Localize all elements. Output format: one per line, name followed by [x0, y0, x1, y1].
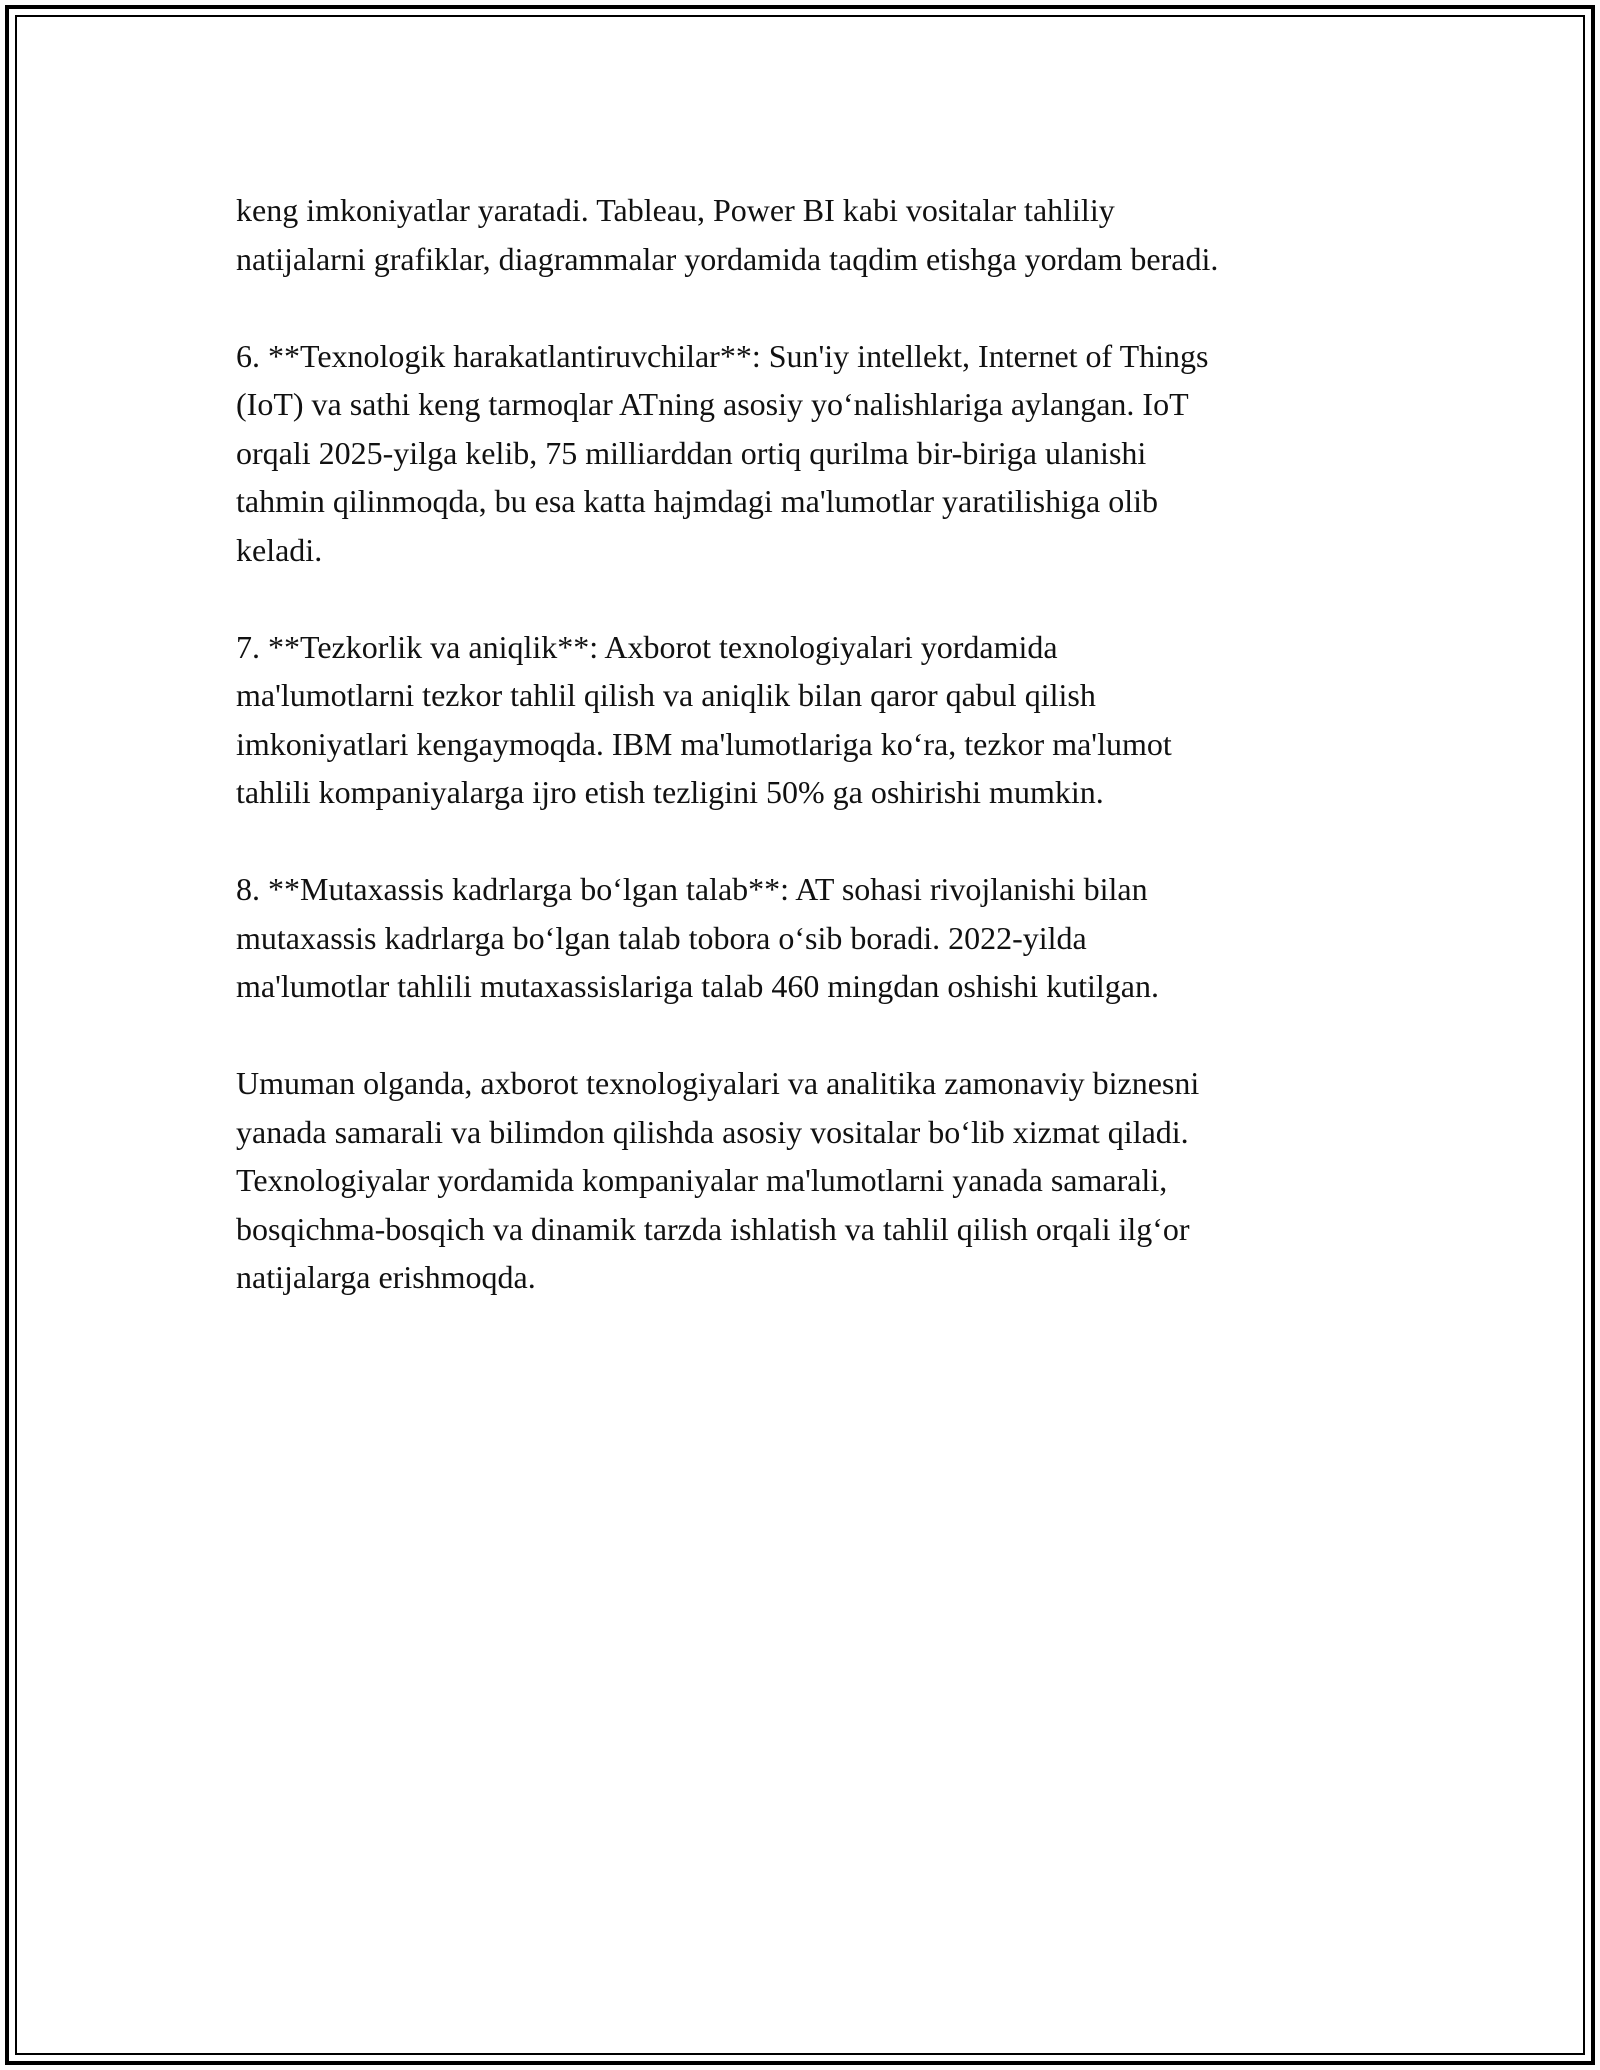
text-line: ma'lumotlarni tezkor tahlil qilish va aniqlik bilan qaror qabul qilish: [236, 677, 1096, 713]
text-line: natijalarni grafiklar, diagrammalar yordamida taqdim etishga yordam beradi.: [236, 240, 1219, 277]
text-line: yanada samarali va bilimdon qilishda asosiy vositalar bo‘lib xizmat qiladi.: [236, 1113, 1189, 1150]
text-line: bosqichma-bosqich va dinamik tarzda ishlatish va tahlil qilish orqali ilg‘or: [236, 1210, 1190, 1247]
text-line: keng imkoniyatlar yaratadi. Tableau, Power BI kabi vositalar tahliliy: [236, 192, 1115, 228]
text-line: ma'lumotlar tahlili mutaxassislariga talab 460 mingdan oshishi kutilgan.: [236, 968, 1159, 1004]
text-line: orqali 2025-yilga kelib, 75 milliarddan ortiq qurilma bir-biriga ulanishi: [236, 434, 1147, 471]
text-line: Texnologiyalar yordamida kompaniyalar ma'lumotlarni yanada samarali,: [236, 1162, 1168, 1198]
text-line: tahlili kompaniyalarga ijro etish tezligini 50% ga oshirishi mumkin.: [236, 774, 1104, 810]
text-line: natijalarga erishmoqda.: [236, 1259, 536, 1295]
text-line: mutaxassis kadrlarga bo‘lgan talab tobora o‘sib boradi. 2022-yilda: [236, 919, 1087, 956]
paragraph-item-6: [236, 332, 1376, 575]
text-line: 8. **Mutaxassis kadrlarga bo‘lgan talab**: AT sohasi rivojlanishi bilan: [236, 871, 1148, 907]
paragraph-continuation: [236, 186, 1376, 283]
paragraph-conclusion: [236, 1059, 1376, 1302]
paragraph-item-7: [236, 623, 1376, 817]
text-line: keladi.: [236, 531, 323, 568]
text-line: imkoniyatlari kengaymoqda. IBM ma'lumotlariga ko‘ra, tezkor ma'lumot: [236, 725, 1172, 762]
text-line: Umuman olganda, axborot texnologiyalari va analitika zamonaviy biznesni: [236, 1065, 1200, 1101]
text-line: (IoT) va sathi keng tarmoqlar ATning asosiy yo‘nalishlariga aylangan. IoT: [236, 386, 1189, 422]
text-line: tahmin qilinmoqda, bu esa katta hajmdagi ma'lumotlar yaratilishiga olib: [236, 483, 1158, 519]
paragraph-item-8: [236, 865, 1376, 1011]
text-line: 7. **Tezkorlik va aniqlik**: Axborot texnologiyalari yordamida: [236, 628, 1058, 665]
text-line: 6. **Texnologik harakatlantiruvchilar**: Sun'iy intellekt, Internet of Things: [236, 337, 1209, 374]
document-body: [236, 186, 1376, 1350]
